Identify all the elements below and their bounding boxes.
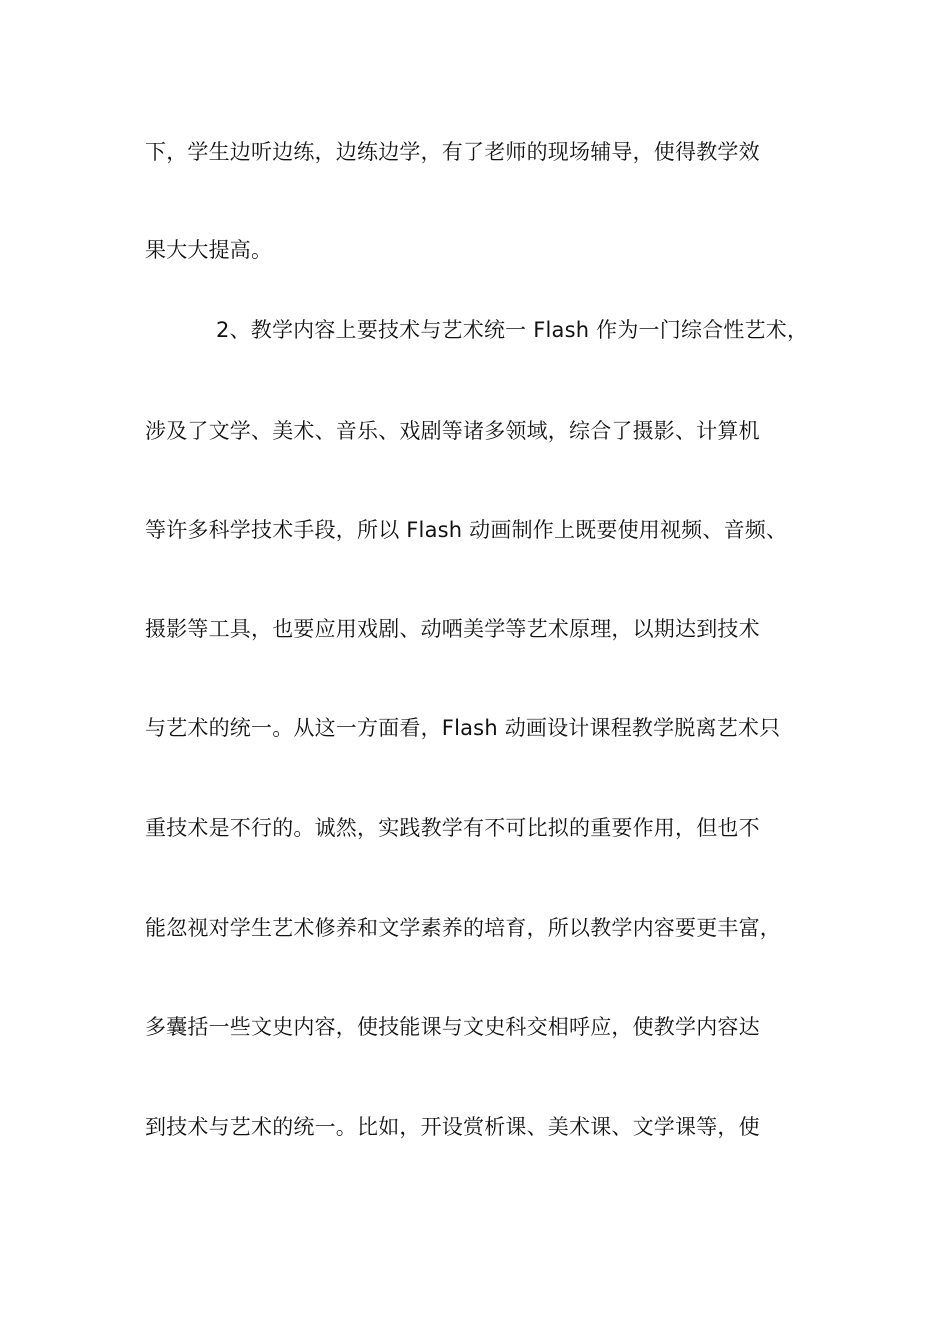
text-line: 到技术与艺术的统一。比如，开设赏析课、美术课、文学课等，使	[145, 1115, 760, 1139]
text-line: 涉及了文学、美术、音乐、戏剧等诸多领域，综合了摄影、计算机	[145, 419, 760, 443]
text-line: 下，学生边听边练，边练边学，有了老师的现场辅导，使得教学效	[145, 140, 760, 164]
paragraph-first-line: 2、教学内容上要技术与艺术统一 Flash 作为一门综合性艺术，	[216, 318, 809, 342]
text-line: 摄影等工具，也要应用戏剧、动哂美学等艺术原理，以期达到技术	[145, 617, 760, 641]
text-line: 与艺术的统一。从这一方面看，Flash 动画设计课程教学脱离艺术只	[145, 716, 781, 740]
text-line: 果大大提高。	[145, 238, 273, 262]
text-line: 等许多科学技术手段，所以 Flash 动画制作上既要使用视频、音频、	[145, 518, 788, 542]
text-line: 多囊括一些文史内容，使技能课与文史科交相呼应，使教学内容达	[145, 1015, 760, 1039]
text-line: 能忽视对学生艺术修养和文学素养的培育，所以教学内容要更丰富，	[145, 916, 781, 940]
text-line: 重技术是不行的。诚然，实践教学有不可比拟的重要作用，但也不	[145, 816, 760, 840]
